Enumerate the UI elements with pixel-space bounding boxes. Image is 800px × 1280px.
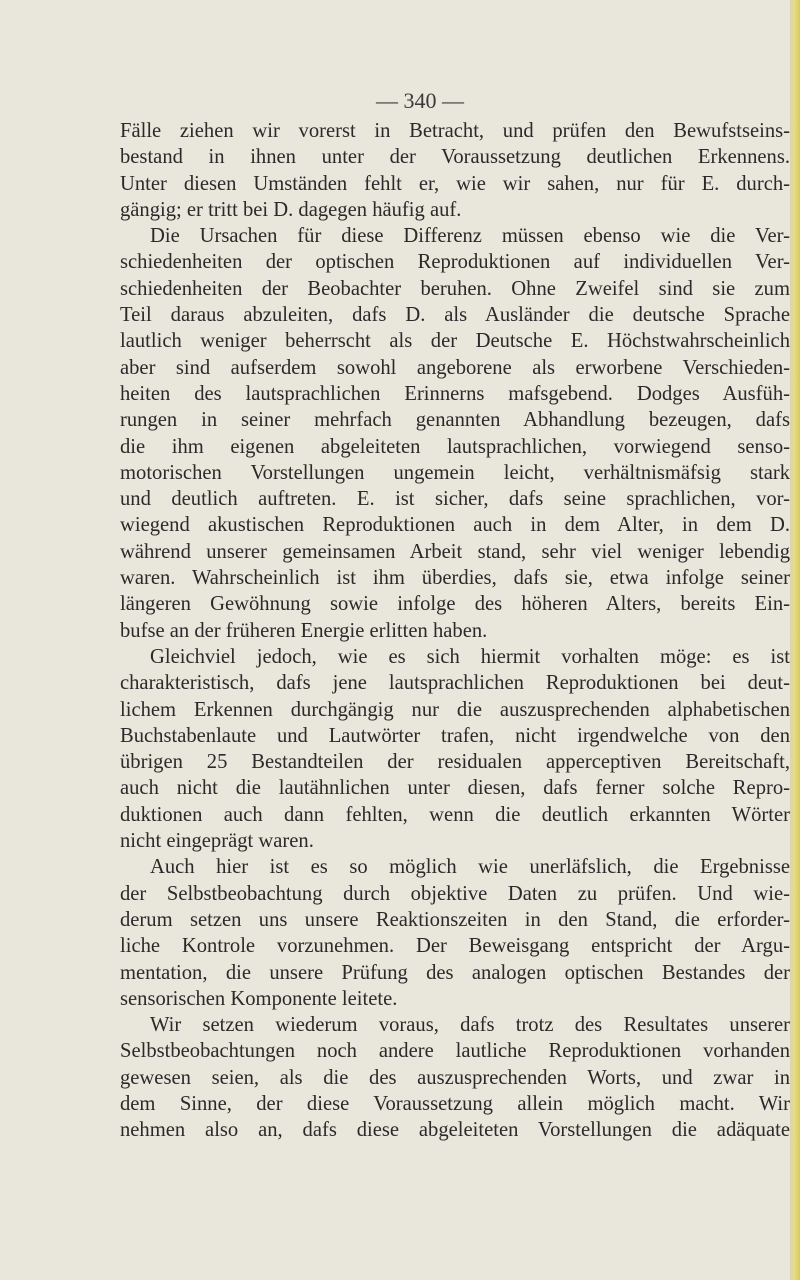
- text-line: Selbstbeobachtungen noch andere lautliche Reproduktionen vorhanden: [120, 1040, 790, 1063]
- text-line: bufse an der früheren Energie erlitten haben.: [120, 619, 488, 642]
- text-line: waren. Wahrscheinlich ist ihm überdies, dafs sie, etwa infolge seiner: [120, 567, 790, 590]
- text-line: während unserer gemeinsamen Arbeit stand, sehr viel weniger lebendig: [120, 540, 790, 563]
- page-edge: [790, 0, 800, 1280]
- text-line: schiedenheiten der optischen Reproduktionen auf individuellen Ver-: [120, 251, 790, 274]
- text-line: lichem Erkennen durchgängig nur die auszusprechenden alphabetischen: [120, 698, 790, 721]
- text-line: die ihm eigenen abgeleiteten lautsprachlichen, vorwiegend senso-: [120, 435, 790, 458]
- text-line: übrigen 25 Bestandteilen der residualen apperceptiven Bereitschaft,: [120, 751, 790, 774]
- text-line: nicht eingeprägt waren.: [120, 830, 314, 853]
- text-line: Buchstabenlaute und Lautwörter trafen, nicht irgendwelche von den: [120, 724, 790, 747]
- text-line: lautlich weniger beherrscht als der Deutsche E. Höchstwahrscheinlich: [120, 330, 790, 353]
- text-line: Die Ursachen für diese Differenz müssen ebenso wie die Ver-: [150, 225, 790, 248]
- text-line: bestand in ihnen unter der Voraussetzung deutlichen Erkennens.: [120, 146, 790, 169]
- body-text: [120, 118, 790, 1144]
- text-line: und deutlich auftreten. E. ist sicher, dafs seine sprachlichen, vor-: [120, 488, 790, 511]
- text-line: mentation, die unsere Prüfung des analogen optischen Bestandes der: [120, 961, 790, 984]
- text-line: derum setzen uns unsere Reaktionszeiten in den Stand, die erforder-: [120, 908, 790, 931]
- text-line: sensorischen Komponente leitete.: [120, 987, 398, 1010]
- text-line: längeren Gewöhnung sowie infolge des höheren Alters, bereits Ein-: [120, 593, 790, 616]
- text-line: duktionen auch dann fehlten, wenn die deutlich erkannten Wörter: [120, 803, 790, 826]
- text-line: charakteristisch, dafs jene lautsprachlichen Reproduktionen bei deut-: [120, 672, 790, 695]
- text-line: gewesen seien, als die des auszusprechenden Worts, und zwar in: [120, 1066, 790, 1089]
- page-number: — 340 —: [376, 88, 464, 113]
- text-line: der Selbstbeobachtung durch objektive Daten zu prüfen. Und wie-: [120, 882, 790, 905]
- text-line: Fälle ziehen wir vorerst in Betracht, und prüfen den Bewufstseins-: [120, 120, 790, 142]
- text-line: gängig; er tritt bei D. dagegen häufig auf.: [120, 198, 462, 221]
- text-line: heiten des lautsprachlichen Erinnerns mafsgebend. Dodges Ausfüh-: [120, 382, 790, 405]
- text-line: Gleichviel jedoch, wie es sich hiermit vorhalten möge: es ist: [150, 645, 790, 668]
- text-line: Teil daraus abzuleiten, dafs D. als Ausländer die deutsche Sprache: [120, 304, 790, 327]
- text-line: liche Kontrole vorzunehmen. Der Beweisgang entspricht der Argu-: [120, 935, 790, 958]
- text-line: nehmen also an, dafs diese abgeleiteten Vorstellungen die adäquate: [120, 1119, 790, 1142]
- text-line: Wir setzen wiederum voraus, dafs trotz des Resultates unserer: [150, 1014, 790, 1037]
- text-line: dem Sinne, der diese Voraussetzung allein möglich macht. Wir: [120, 1092, 790, 1115]
- text-line: aber sind aufserdem sowohl angeborene als erworbene Verschieden-: [120, 356, 790, 379]
- text-line: auch nicht die lautähnlichen unter diesen, dafs ferner solche Repro-: [120, 777, 790, 800]
- text-line: wiegend akustischen Reproduktionen auch in dem Alter, in dem D.: [120, 514, 790, 537]
- text-line: Auch hier ist es so möglich wie unerläfslich, die Ergebnisse: [150, 856, 790, 879]
- text-line: Unter diesen Umständen fehlt er, wie wir sahen, nur für E. durch-: [120, 172, 790, 195]
- text-line: rungen in seiner mehrfach genannten Abhandlung bezeugen, dafs: [120, 409, 790, 432]
- text-line: schiedenheiten der Beobachter beruhen. Ohne Zweifel sind sie zum: [120, 277, 790, 300]
- text-line: motorischen Vorstellungen ungemein leicht, verhältnismäfsig stark: [120, 461, 790, 484]
